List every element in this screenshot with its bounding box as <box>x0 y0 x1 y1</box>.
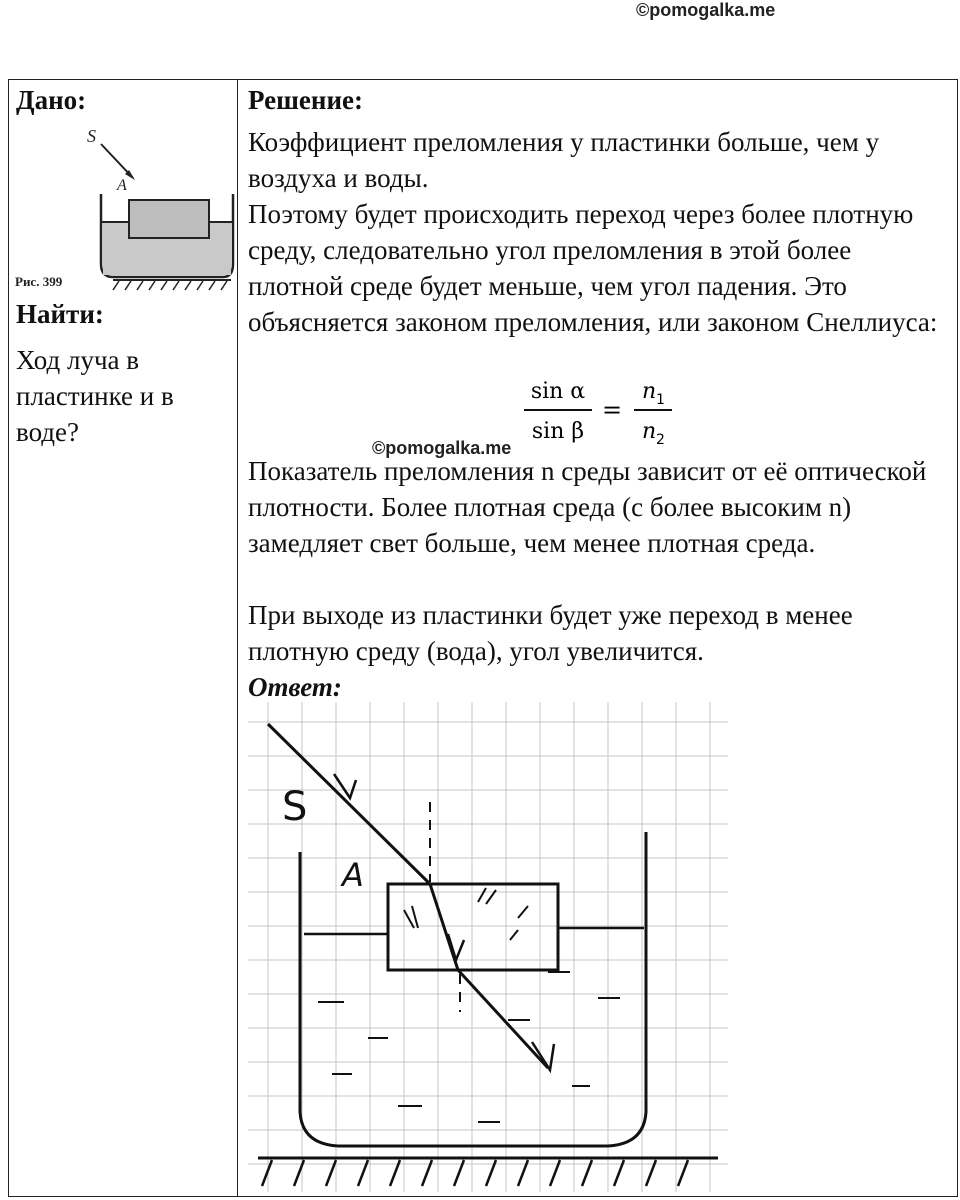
watermark-top: ©pomogalka.me <box>636 0 776 20</box>
solution-title: Решение: <box>248 85 363 115</box>
given-column <box>9 80 238 1197</box>
snell-formula <box>524 372 684 452</box>
formula-equals: = <box>601 396 623 424</box>
find-text: Ход луча в пластинке и в воде? <box>16 345 174 447</box>
formula-sin-alpha: sin α <box>530 379 586 404</box>
solution-column <box>238 80 958 1197</box>
solution-paragraph-1: Коэффициент преломления у пластинки больше, чем у воздуха и воды. <box>248 127 880 193</box>
solution-paragraph-4: При выходе из пластинки будет уже переход в менее плотную среду (вода), угол увеличится. <box>248 600 853 666</box>
ray-label-s: S <box>87 126 96 146</box>
formula-n1-sub: 1 <box>656 392 665 408</box>
find-title: Найти: <box>16 299 104 329</box>
figure-caption: Рис. 399 <box>15 274 63 289</box>
solution-paragraph-3: Показатель преломления n среды зависит от её оптической плотности. Более плотная среда (с более высоким n) замедляет свет больше, чем менее плотная среда. <box>248 456 927 558</box>
answer-title: Ответ: <box>248 672 342 702</box>
answer-label-s: S <box>282 784 308 830</box>
formula-n2-sub: 2 <box>656 432 665 448</box>
textbook-figure <box>13 122 235 294</box>
point-label-a: A <box>117 177 127 194</box>
watermark-middle: ©pomogalka.me <box>372 438 512 458</box>
answer-drawing <box>248 702 728 1192</box>
given-title: Дано: <box>16 85 87 115</box>
solution-paragraph-2: Поэтому будет происходить переход через более плотную среду, следовательно угол преломления в этой более плотной среде будет меньше, чем угол падения. Это объясняется законом преломления, или законом Снеллиуса: <box>248 199 938 337</box>
answer-label-a: A <box>342 856 364 894</box>
solution-table <box>8 79 958 1197</box>
formula-n1: n <box>642 379 657 404</box>
formula-sin-beta: sin β <box>531 419 585 444</box>
formula-n2: n <box>642 419 657 444</box>
